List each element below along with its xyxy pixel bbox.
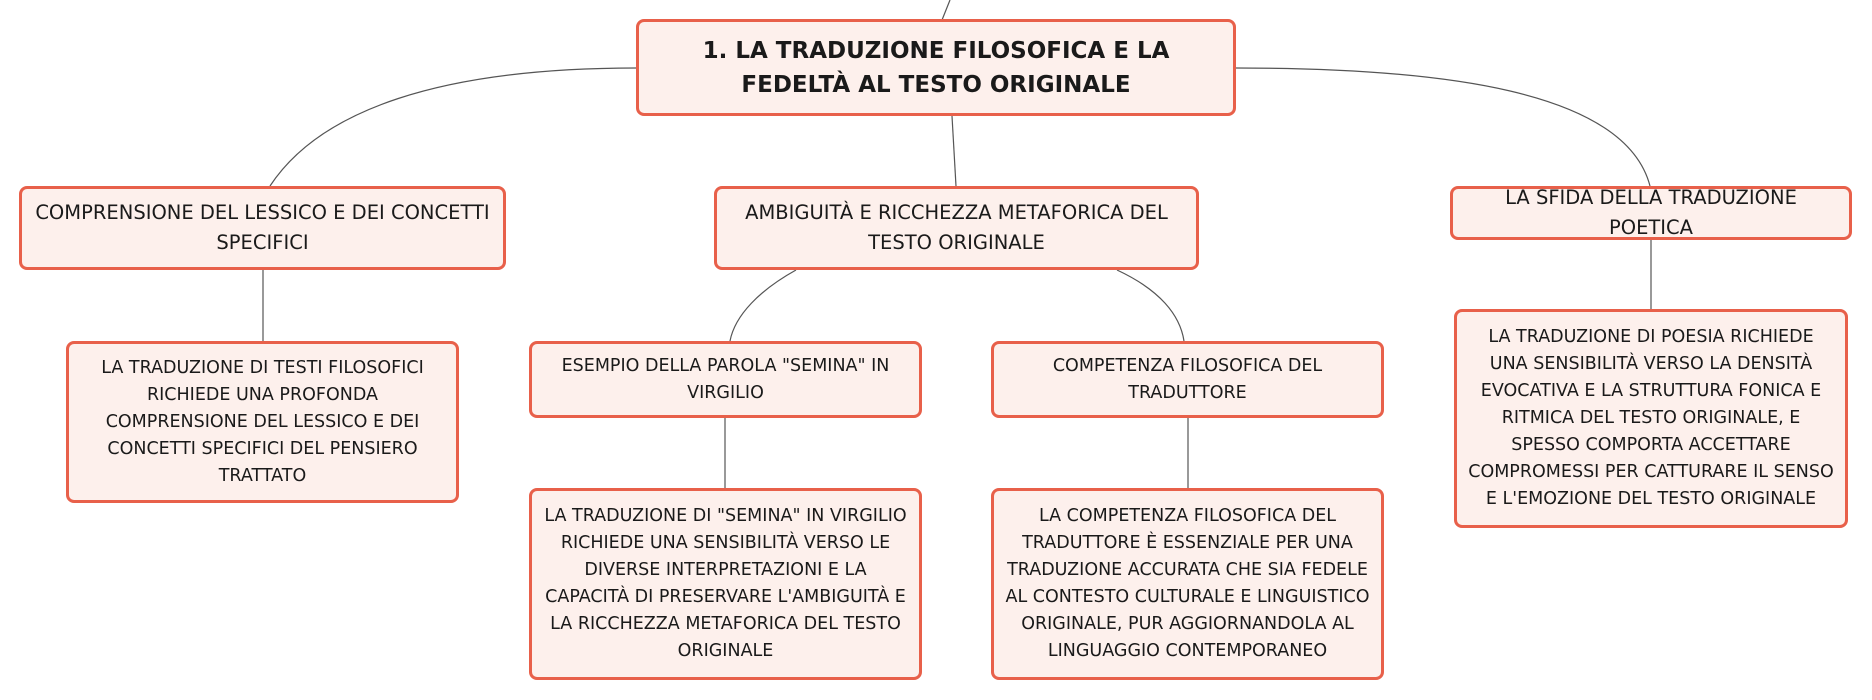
subtopic-competenza-label: COMPETENZA FILOSOFICA DEL TRADUTTORE xyxy=(1052,355,1323,403)
connector-parent-to-root xyxy=(942,0,950,20)
topic-poetica-label: LA SFIDA DELLA TRADUZIONE POETICA xyxy=(1505,186,1797,239)
subtopic-semina-label: ESEMPIO DELLA PAROLA "SEMINA" IN VIRGILIO xyxy=(561,355,890,403)
detail-poetica-text: LA TRADUZIONE DI POESIA RICHIEDE UNA SENSIBILITÀ VERSO LA DENSITÀ EVOCATIVA E LA STRUTTURA FONICA E RITMICA DEL TESTO ORIGINALE, E SPESSO COMPORTA ACCETTARE COMPROMESSI PER CATTURARE IL SENSO E L'EMOZIONE DEL TESTO ORIGINALE xyxy=(1468,327,1834,509)
detail-semina-text: LA TRADUZIONE DI "SEMINA" IN VIRGILIO RICHIEDE UNA SENSIBILITÀ VERSO LE DIVERSE INTERPRETAZIONI E LA CAPACITÀ DI PRESERVARE L'AMBIGUITÀ E LA RICCHEZZA METAFORICA DEL TESTO ORIGINALE xyxy=(544,506,907,661)
detail-poetica[interactable] xyxy=(1454,309,1848,528)
connector-root-to-lessico xyxy=(270,68,636,186)
topic-lessico[interactable] xyxy=(19,186,506,270)
connector-ambiguita-to-semina xyxy=(730,270,796,341)
topic-poetica[interactable] xyxy=(1450,186,1852,240)
detail-semina[interactable] xyxy=(529,488,922,680)
detail-lessico[interactable] xyxy=(66,341,459,503)
topic-lessico-label: COMPRENSIONE DEL LESSICO E DEI CONCETTI SPECIFICI xyxy=(35,201,490,254)
connector-ambiguita-to-competenza xyxy=(1117,270,1184,341)
detail-competenza[interactable] xyxy=(991,488,1384,680)
topic-ambiguita[interactable] xyxy=(714,186,1199,270)
subtopic-semina[interactable] xyxy=(529,341,922,418)
root-topic-label: 1. LA TRADUZIONE FILOSOFICA E LA FEDELTÀ AL TESTO ORIGINALE xyxy=(702,37,1170,98)
subtopic-competenza[interactable] xyxy=(991,341,1384,418)
root-topic[interactable] xyxy=(636,19,1236,116)
topic-ambiguita-label: AMBIGUITÀ E RICCHEZZA METAFORICA DEL TESTO ORIGINALE xyxy=(745,201,1168,254)
detail-competenza-text: LA COMPETENZA FILOSOFICA DEL TRADUTTORE È ESSENZIALE PER UNA TRADUZIONE ACCURATA CHE SIA FEDELE AL CONTESTO CULTURALE E LINGUISTICO ORIGINALE, PUR AGGIORNANDOLA AL LINGUAGGIO CONTEMPORANEO xyxy=(1005,506,1370,661)
connector-root-to-poetica xyxy=(1236,68,1650,186)
detail-lessico-text: LA TRADUZIONE DI TESTI FILOSOFICI RICHIEDE UNA PROFONDA COMPRENSIONE DEL LESSICO E DEI CONCETTI SPECIFICI DEL PENSIERO TRATTATO xyxy=(101,357,424,486)
connector-root-to-ambiguita xyxy=(952,116,956,186)
